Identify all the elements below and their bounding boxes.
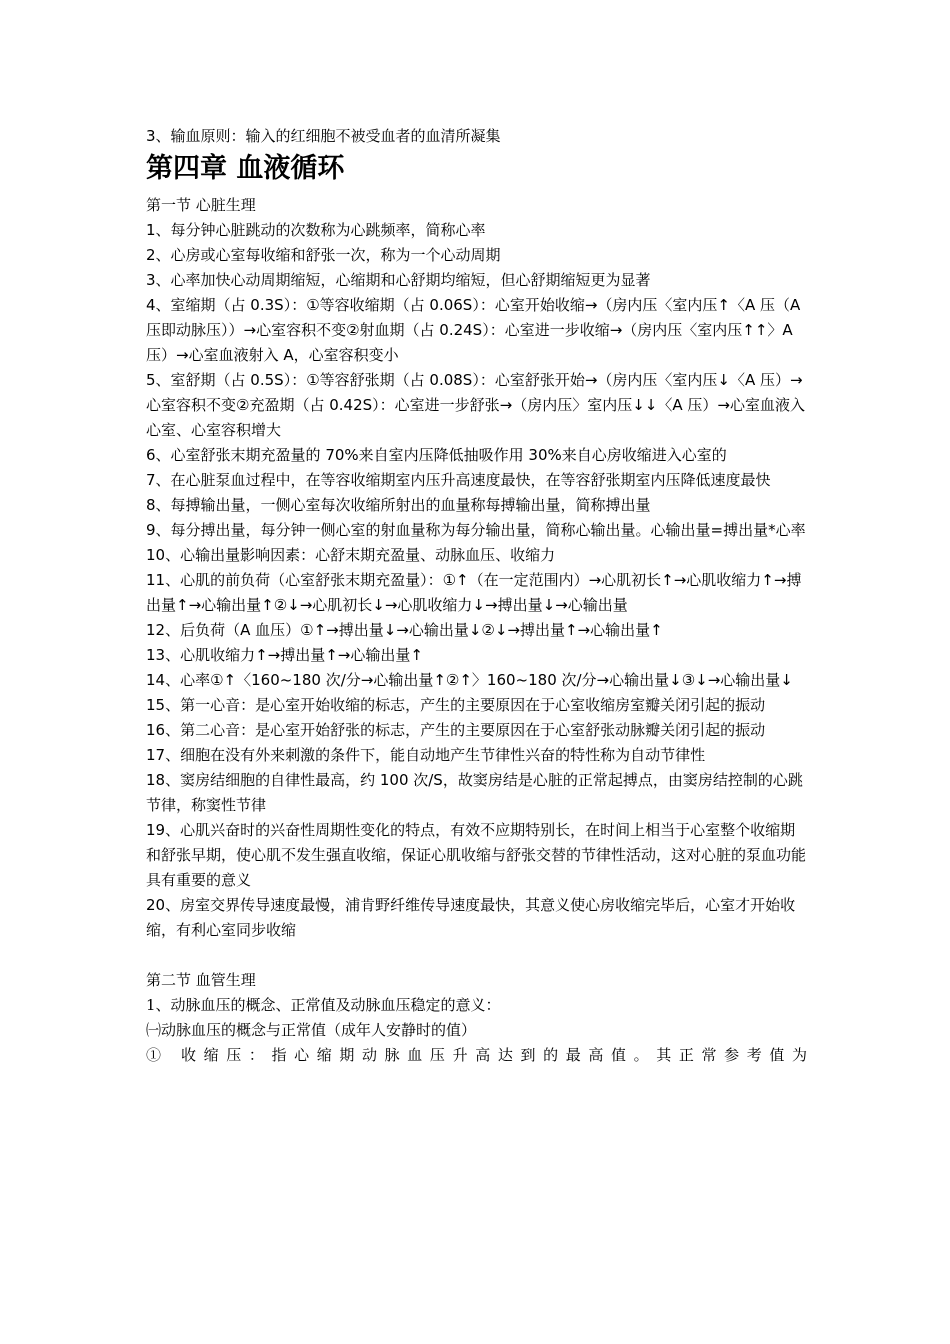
list-item: 4、室缩期（占 0.3S）：①等容收缩期（占 0.06S）：心室开始收缩→（房内压〈室内压↑〈A 压（A 压即动脉压））→心室容积不变②射血期（占 0.24S）：心室进一步收缩→（房内压〈室内压↑↑〉A 压）→心室血液射入 A，心室容积变小 [146,296,806,364]
list-item: 8、每搏输出量，一侧心室每次收缩所射出的血量称每搏输出量，简称搏出量 [146,496,651,514]
list-item: 2、心房或心室每收缩和舒张一次，称为一个心动周期 [146,246,501,264]
list-item: 19、心肌兴奋时的兴奋性周期性变化的特点，有效不应期特别长，在时间上相当于心室整个收缩期和舒张早期，使心肌不发生强直收缩，保证心肌收缩与舒张交替的节律性活动，这对心脏的泵血功能具有重要的意义 [146,821,807,889]
list-item: 16、第二心音：是心室开始舒张的标志，产生的主要原因在于心室舒张动脉瓣关闭引起的振动 [146,721,766,739]
list-item: 1、每分钟心脏跳动的次数称为心跳频率，简称心率 [146,221,486,239]
section-2-title: 第二节 血管生理 [146,971,256,989]
intro-line: 3、输血原则：输入的红细胞不被受血者的血清所凝集 [146,127,501,145]
document-body [146,124,808,1068]
list-item: 14、心率①↑〈160~180 次/分→心输出量↑②↑〉160~180 次/分→心输出量↓③↓→心输出量↓ [146,671,793,689]
list-item: 18、窦房结细胞的自律性最高，约 100 次/S，故窦房结是心脏的正常起搏点，由窦房结控制的心跳节律，称窦性节律 [146,771,803,814]
section-1-title: 第一节 心脏生理 [146,196,256,214]
list-item: 12、后负荷（A 血压）①↑→搏出量↓→心输出量↓②↓→搏出量↑→心输出量↑ [146,621,663,639]
list-item: 5、室舒期（占 0.5S）：①等容舒张期（占 0.08S）：心室舒张开始→（房内压〈室内压↓〈A 压）→心室容积不变②充盈期（占 0.42S）：心室进一步舒张→（房内压〉室内压↓↓〈A 压）→心室血液入心室、心室容积增大 [146,371,805,439]
list-item: 13、心肌收缩力↑→搏出量↑→心输出量↑ [146,646,423,664]
section-1-list [146,218,808,943]
list-item: 3、心率加快心动周期缩短，心缩期和心舒期均缩短，但心舒期缩短更为显著 [146,271,651,289]
list-item: 15、第一心音：是心室开始收缩的标志，产生的主要原因在于心室收缩房室瓣关闭引起的振动 [146,696,766,714]
paragraph-spacer [146,943,808,968]
chapter-title: 第四章 血液循环 [146,153,345,184]
list-item: 7、在心脏泵血过程中，在等容收缩期室内压升高速度最快，在等容舒张期室内压降低速度最快 [146,471,771,489]
section-2-line-2: ㈠动脉血压的概念与正常值（成年人安静时的值） [146,1021,477,1039]
list-item: 20、房室交界传导速度最慢，浦肯野纤维传导速度最快，其意义使心房收缩完毕后，心室才开始收缩，有利心室同步收缩 [146,896,796,939]
section-2-line-1: 1、动脉血压的概念、正常值及动脉血压稳定的意义： [146,996,501,1014]
section-2-line-3: ① 收缩压：指心缩期动脉血压升高达到的最高值。其正常参考值为 [146,1046,808,1064]
list-item: 17、细胞在没有外来刺激的条件下，能自动地产生节律性兴奋的特性称为自动节律性 [146,746,706,764]
list-item: 10、心输出量影响因素：心舒末期充盈量、动脉血压、收缩力 [146,546,556,564]
list-item: 11、心肌的前负荷（心室舒张末期充盈量）：①↑（在一定范围内）→心肌初长↑→心肌收缩力↑→搏出量↑→心输出量↑②↓→心肌初长↓→心肌收缩力↓→搏出量↓→心输出量 [146,571,802,614]
list-item: 9、每分搏出量，每分钟一侧心室的射血量称为每分输出量，简称心输出量。心输出量=搏出量*心率 [146,521,806,539]
list-item: 6、心室舒张末期充盈量的 70%来自室内压降低抽吸作用 30%来自心房收缩进入心室的 [146,446,727,464]
